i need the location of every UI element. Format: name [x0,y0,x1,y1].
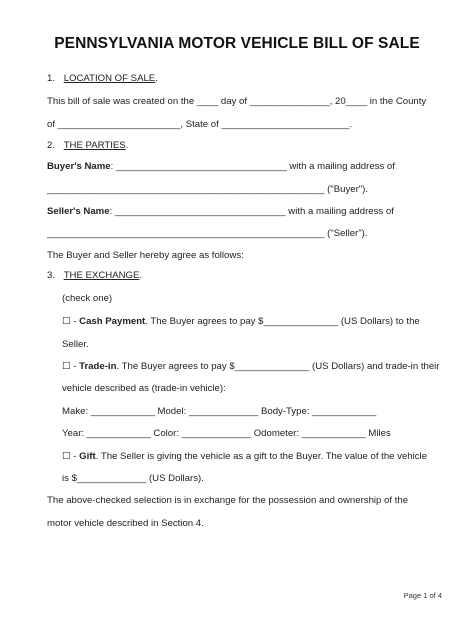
seller-name-label: Seller's Name [47,206,110,217]
year-color-line: Year: ____________ Color: _____________ Odometer: ____________ Miles [62,428,391,439]
seller-address-line: ____________________________________________________ ("Seller"). [47,228,368,239]
trade-in-text: . The Buyer agrees to pay $______________ (US Dollars) and trade-in their [116,361,440,372]
trade-in-text-cont: vehicle described as (trade-in vehicle): [62,383,226,394]
section-1-heading [47,73,158,85]
cash-payment-label: Cash Payment [79,316,146,327]
trade-in-label: Trade-in [79,361,117,372]
seller-name-line [47,206,394,218]
closing-statement: The above-checked selection is in exchange for the possession and ownership of the [47,495,409,506]
section-title-end: . [139,270,143,281]
cash-payment-text-cont: Seller. [62,339,89,350]
section-title-end: . [155,73,158,84]
section-2-heading [47,140,128,152]
cash-payment-option [62,316,420,328]
checkbox-icon[interactable]: ☐ - [62,316,80,327]
make-model-line: Make: ____________ Model: _____________ Body-Type: ____________ [62,406,377,417]
buyer-name-field: : ________________________________ with a mailing address of [110,161,395,172]
trade-in-option [62,361,439,373]
gift-option [62,451,427,463]
section-title-end: . [125,140,129,151]
county-state-line: of _______________________, State of ________________________. [47,119,353,130]
seller-name-field: : ________________________________ with a mailing address of [109,206,394,217]
gift-text-cont: is $_____________ (US Dollars). [62,473,204,484]
buyer-name-line [47,161,395,173]
section-title: THE EXCHANGE [63,270,140,281]
gift-text: . The Seller is giving the vehicle as a gift to the Buyer. The value of the vehicle [95,451,428,462]
buyer-address-line: ____________________________________________________ ("Buyer"). [47,184,369,195]
page-number: Page 1 of 4 [403,591,442,600]
section-title: LOCATION OF SALE [63,73,156,84]
checkbox-icon[interactable]: ☐ - [62,361,80,372]
buyer-name-label: Buyer's Name [47,161,111,172]
sale-date-line: This bill of sale was created on the ____ day of _______________, 20____ in the County [47,96,427,107]
section-number: 3. [47,270,56,281]
section-3-heading [47,270,142,282]
document-title: PENNSYLVANIA MOTOR VEHICLE BILL OF SALE [54,35,420,52]
check-one-note: (check one) [62,293,113,304]
checkbox-icon[interactable]: ☐ - [62,451,80,462]
cash-payment-text: . The Buyer agrees to pay $______________ (US Dollars) to the [145,316,420,327]
section-number: 2. [47,140,56,151]
agreement-statement: The Buyer and Seller hereby agree as follows: [47,250,244,261]
closing-statement-cont: motor vehicle described in Section 4. [47,518,204,529]
section-number: 1. [47,73,56,84]
gift-label: Gift [79,451,96,462]
section-title: THE PARTIES [63,140,126,151]
